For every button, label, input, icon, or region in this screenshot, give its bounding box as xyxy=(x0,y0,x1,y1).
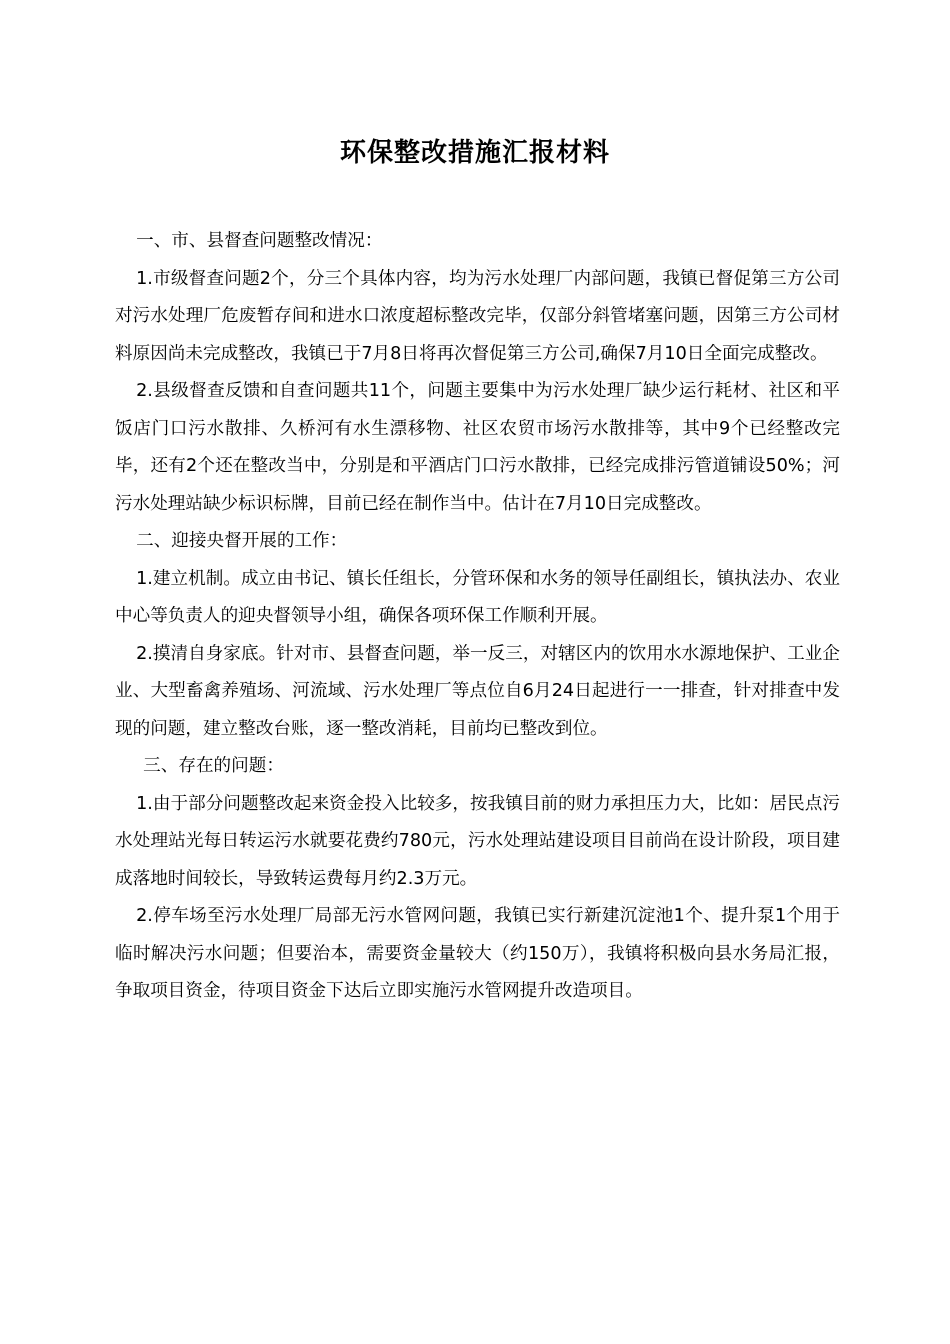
paragraph-3-1: 1.由于部分问题整改起来资金投入比较多，按我镇目前的财力承担压力大，比如：居民点污水处理站光每日转运污水就要花费约780元，污水处理站建设项目目前尚在设计阶段，项目建成落地时间较长，导致转运费每月约2.3万元。 xyxy=(115,793,840,889)
document-title: 环保整改措施汇报材料 xyxy=(339,138,610,168)
paragraph-2-1: 1.建立机制。成立由书记、镇长任组长，分管环保和水务的领导任副组长，镇执法办、农业中心等负责人的迎央督领导小组，确保各项环保工作顺利开展。 xyxy=(115,568,840,626)
paragraph-1-1: 1.市级督查问题2个，分三个具体内容，均为污水处理厂内部问题，我镇已督促第三方公司对污水处理厂危废暂存间和进水口浓度超标整改完毕，仅部分斜管堵塞问题，因第三方公司材料原因尚未完成整改，我镇已于7月8日将再次督促第三方公司,确保7月10日全面完成整改。 xyxy=(115,268,840,364)
section-heading-1: 一、市、县督查问题整改情况： xyxy=(136,231,383,251)
section-heading-3: 三、存在的问题： xyxy=(143,756,284,776)
paragraph-2-2: 2.摸清自身家底。针对市、县督查问题，举一反三，对辖区内的饮用水水源地保护、工业企业、大型畜禽养殖场、河流域、污水处理厂等点位自6月24日起进行一一排查，针对排查中发现的问题，建立整改台账，逐一整改消耗，目前均已整改到位。 xyxy=(115,643,840,739)
section-heading-2: 二、迎接央督开展的工作： xyxy=(136,531,348,551)
document-body xyxy=(115,223,840,1011)
paragraph-3-2: 2.停车场至污水处理厂局部无污水管网问题，我镇已实行新建沉淀池1个、提升泵1个用于临时解决污水问题；但要治本，需要资金量较大（约150万），我镇将积极向县水务局汇报，争取项目资金，待项目资金下达后立即实施污水管网提升改造项目。 xyxy=(115,906,840,1001)
paragraph-1-2: 2.县级督查反馈和自查问题共11个，问题主要集中为污水处理厂缺少运行耗材、社区和平饭店门口污水散排、久桥河有水生漂移物、社区农贸市场污水散排等，其中9个已经整改完毕，还有2个还在整改当中，分别是和平酒店门口污水散排，已经完成排污管道铺设50%；河污水处理站缺少标识标牌，目前已经在制作当中。估计在7月10日完成整改。 xyxy=(115,381,840,514)
